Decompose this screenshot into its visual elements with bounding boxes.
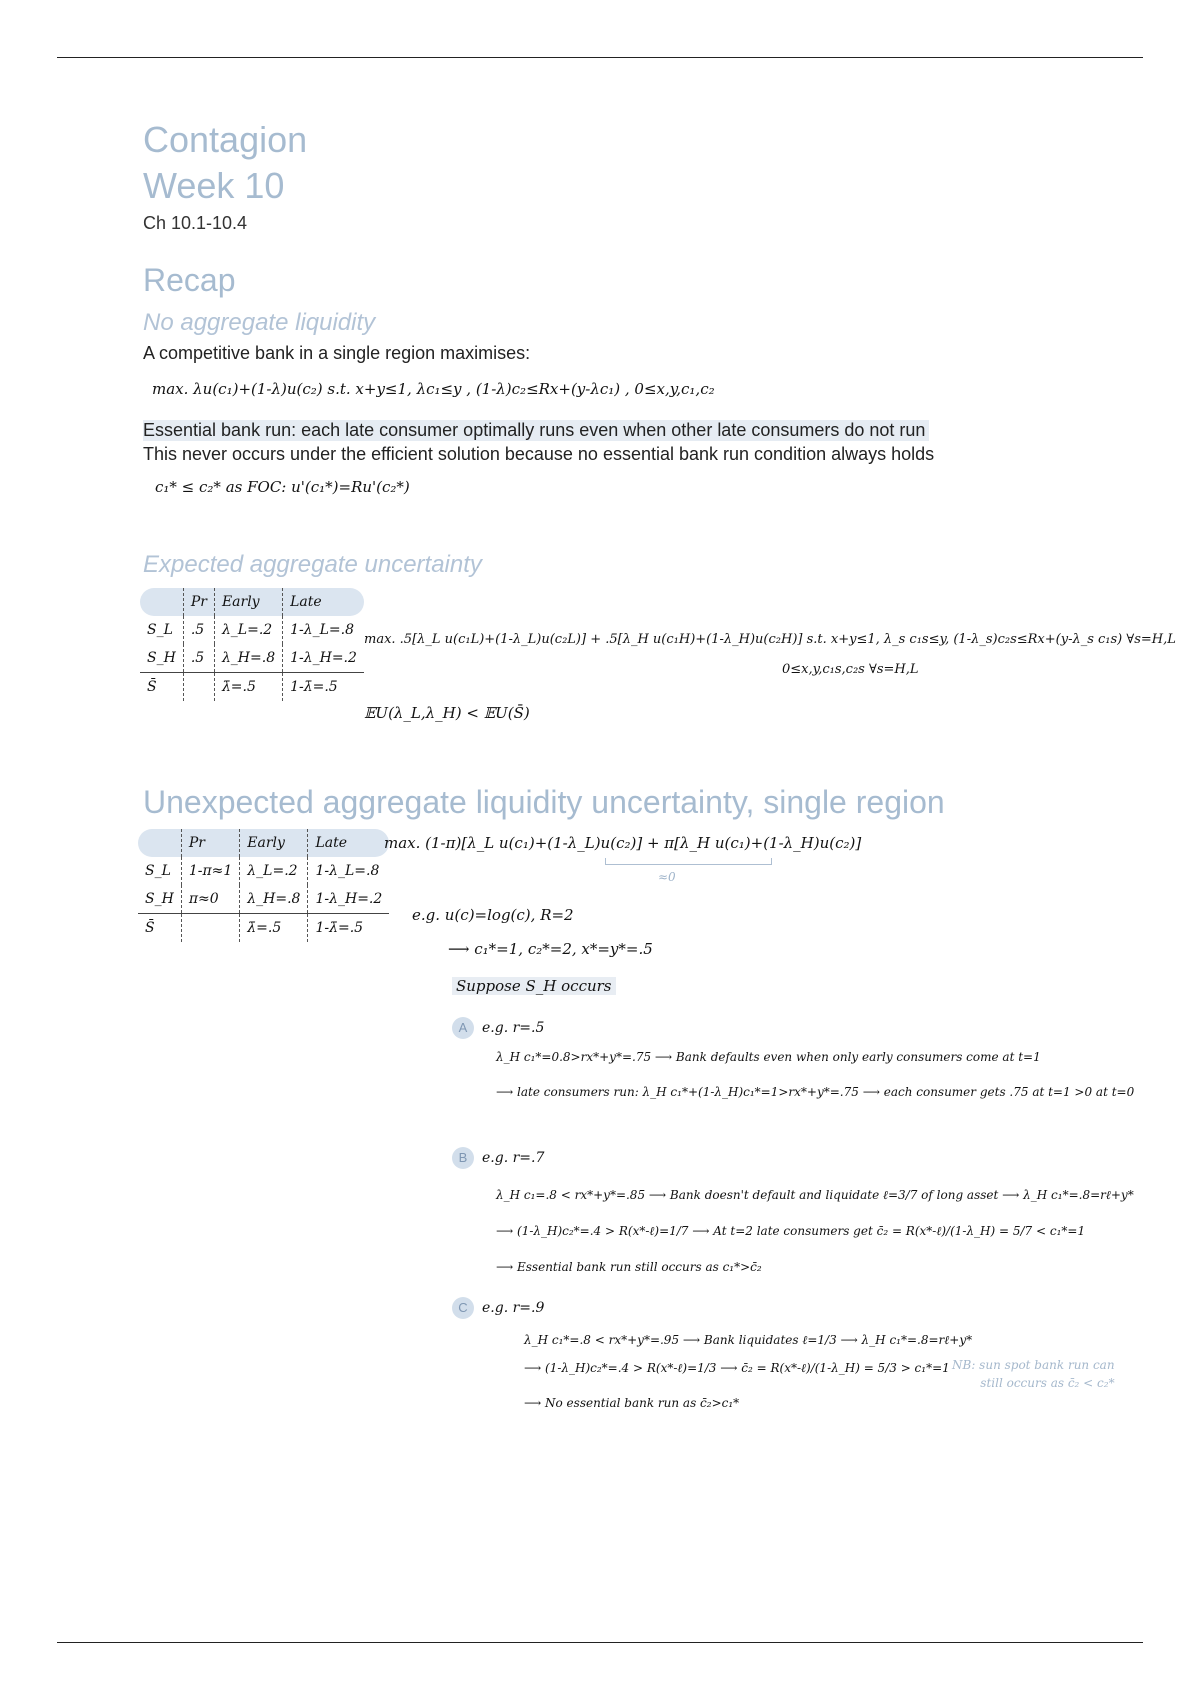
table-cell: Early — [240, 829, 308, 857]
expected-formula: max. .5[λ_L u(c₁L)+(1-λ_L)u(c₂L)] + .5[λ_H u(c₁H)+(1-λ_H)u(c₂H)] s.t. x+y≤1, λ_s c₁s≤y, (1-λ_s)c₂s≤Rx+(y-λ_s c₁s) ∀s=H,L — [364, 632, 1176, 647]
never-occurs-text: This never occurs under the efficient solution because no essential bank run condition always holds — [143, 444, 935, 464]
top-rule — [57, 57, 1143, 58]
case-b-line-2: ⟶ (1-λ_H)c₂*=.4 > R(x*-ℓ)=1/7 ⟶ At t=2 late consumers get c̄₂ = R(x*-ℓ)/(1-λ_H) = 5/7 < c₁*=1 — [496, 1224, 1086, 1238]
table-cell: λ_L=.2 — [214, 616, 282, 644]
table-cell — [183, 673, 214, 702]
no-run-condition: c₁* ≤ c₂* as FOC: u'(c₁*)=Ru'(c₂*) — [155, 478, 410, 496]
table-cell: λ_H=.8 — [214, 644, 282, 673]
table-cell: λ̄=.5 — [214, 673, 282, 702]
table-cell: 1-π≈1 — [181, 857, 239, 885]
page-subtitle-week: Week 10 — [143, 165, 285, 206]
case-b-label-text: e.g. r=.7 — [482, 1150, 545, 1166]
case-c-label-text: e.g. r=.9 — [482, 1300, 545, 1316]
table-cell: π≈0 — [181, 885, 239, 914]
expected-heading: Expected aggregate uncertainty — [143, 551, 482, 578]
table-cell: 1-λ_H=.2 — [290, 650, 357, 666]
no-agg-heading: No aggregate liquidity — [143, 309, 376, 336]
table-cell: 1-λ_L=.8 — [315, 863, 380, 879]
table-cell: Early — [214, 588, 282, 616]
case-c-line-3: ⟶ No essential bank run as c̄₂>c₁* — [524, 1396, 740, 1410]
table-cell: 1-λ_H=.2 — [315, 891, 383, 907]
case-b-line-3: ⟶ Essential bank run still occurs as c₁*>c̄₂ — [496, 1260, 762, 1274]
table-cell: 1-λ̄=.5 — [308, 914, 389, 943]
unexpected-formula: max. (1-π)[λ_L u(c₁)+(1-λ_L)u(c₂)] + π[λ_H u(c₁)+(1-λ_H)u(c₂)] — [384, 834, 862, 852]
case-a-line-1: λ_H c₁*=0.8>rx*+y*=.75 ⟶ Bank defaults even when only early consumers come at t=1 — [496, 1050, 1041, 1064]
sunspot-note-line-2: still occurs as c̄₂ < c₂* — [980, 1376, 1115, 1390]
unexpected-heading: Unexpected aggregate liquidity uncertainty, single region — [143, 784, 945, 820]
bottom-rule — [57, 1642, 1143, 1643]
table-cell — [138, 829, 181, 857]
table-row — [138, 914, 389, 943]
table-header-row — [140, 588, 364, 616]
table-cell: Late — [283, 588, 364, 616]
table-cell: .5 — [183, 616, 214, 644]
brace-label: ≈0 — [658, 870, 676, 884]
sunspot-note-line-1: NB: sun spot bank run can — [952, 1358, 1115, 1372]
essential-run-definition: Essential bank run: each late consumer optimally runs even when other late consumers do not run — [143, 420, 929, 441]
case-a-badge: A — [452, 1017, 474, 1039]
table-row — [138, 885, 389, 914]
table-header-row — [138, 829, 389, 857]
example-line: e.g. u(c)=log(c), R=2 — [412, 906, 574, 924]
case-a-label-text: e.g. r=.5 — [482, 1020, 545, 1036]
case-a-label — [452, 1017, 544, 1039]
sunspot-note — [952, 1356, 1115, 1392]
table-cell: S_L — [140, 616, 183, 644]
recap-heading: Recap — [143, 262, 236, 298]
expected-constraint: 0≤x,y,c₁s,c₂s ∀s=H,L — [782, 662, 919, 677]
table-cell: Pr — [183, 588, 214, 616]
table-cell: 1-λ̄=.5 — [283, 673, 364, 702]
table-cell: .5 — [183, 644, 214, 673]
chapter-range: Ch 10.1-10.4 — [143, 213, 248, 233]
case-c-badge: C — [452, 1297, 474, 1319]
suppose-line — [452, 977, 616, 995]
table-cell — [181, 914, 239, 943]
unexpected-table — [138, 829, 389, 942]
table-cell: S_H — [140, 644, 183, 673]
table-cell: λ_L=.2 — [240, 857, 308, 885]
no-agg-intro: A competitive bank in a single region maximises: — [143, 343, 531, 363]
case-c-line-1: λ_H c₁*=.8 < rx*+y*=.95 ⟶ Bank liquidates ℓ=1/3 ⟶ λ_H c₁*=.8=rℓ+y* — [524, 1333, 973, 1347]
table-row — [140, 644, 364, 673]
table-cell: Pr — [181, 829, 239, 857]
brace-underline — [605, 858, 772, 865]
no-agg-formula: max. λu(c₁)+(1-λ)u(c₂) s.t. x+y≤1, λc₁≤y , (1-λ)c₂≤Rx+(y-λc₁) , 0≤x,y,c₁,c₂ — [152, 380, 715, 398]
table-cell: S_H — [138, 885, 181, 914]
table-cell: λ_H=.8 — [240, 885, 308, 914]
table-row — [138, 857, 389, 885]
result-line: ⟶ c₁*=1, c₂*=2, x*=y*=.5 — [448, 940, 653, 958]
table-cell: Late — [308, 829, 389, 857]
expected-table — [140, 588, 364, 701]
case-b-line-1: λ_H c₁=.8 < rx*+y*=.85 ⟶ Bank doesn't default and liquidate ℓ=3/7 of long asset ⟶ λ_H c₁*=.8=rℓ+y* — [496, 1188, 1134, 1202]
case-a-line-2: ⟶ late consumers run: λ_H c₁*+(1-λ_H)c₁*=1>rx*+y*=.75 ⟶ each consumer gets .75 at t=1 >0 at t=0 — [496, 1085, 1135, 1099]
table-row — [140, 616, 364, 644]
table-cell: S̄ — [138, 914, 181, 943]
case-c-label — [452, 1297, 544, 1319]
case-c-line-2: ⟶ (1-λ_H)c₂*=.4 > R(x*-ℓ)=1/3 ⟶ c̄₂ = R(x*-ℓ)/(1-λ_H) = 5/3 > c₁*=1 — [524, 1361, 950, 1375]
case-b-badge: B — [452, 1147, 474, 1169]
table-cell: S̄ — [140, 673, 183, 702]
table-cell — [140, 588, 183, 616]
suppose-text: Suppose S_H occurs — [452, 977, 616, 995]
table-cell: λ̄=.5 — [240, 914, 308, 943]
table-cell: 1-λ_L=.8 — [290, 622, 355, 638]
table-cell: S_L — [138, 857, 181, 885]
expected-inequality: 𝔼U(λ_L,λ_H) < 𝔼U(S̄) — [364, 704, 530, 722]
table-row — [140, 673, 364, 702]
page-title: Contagion — [143, 119, 308, 160]
case-b-label — [452, 1147, 544, 1169]
